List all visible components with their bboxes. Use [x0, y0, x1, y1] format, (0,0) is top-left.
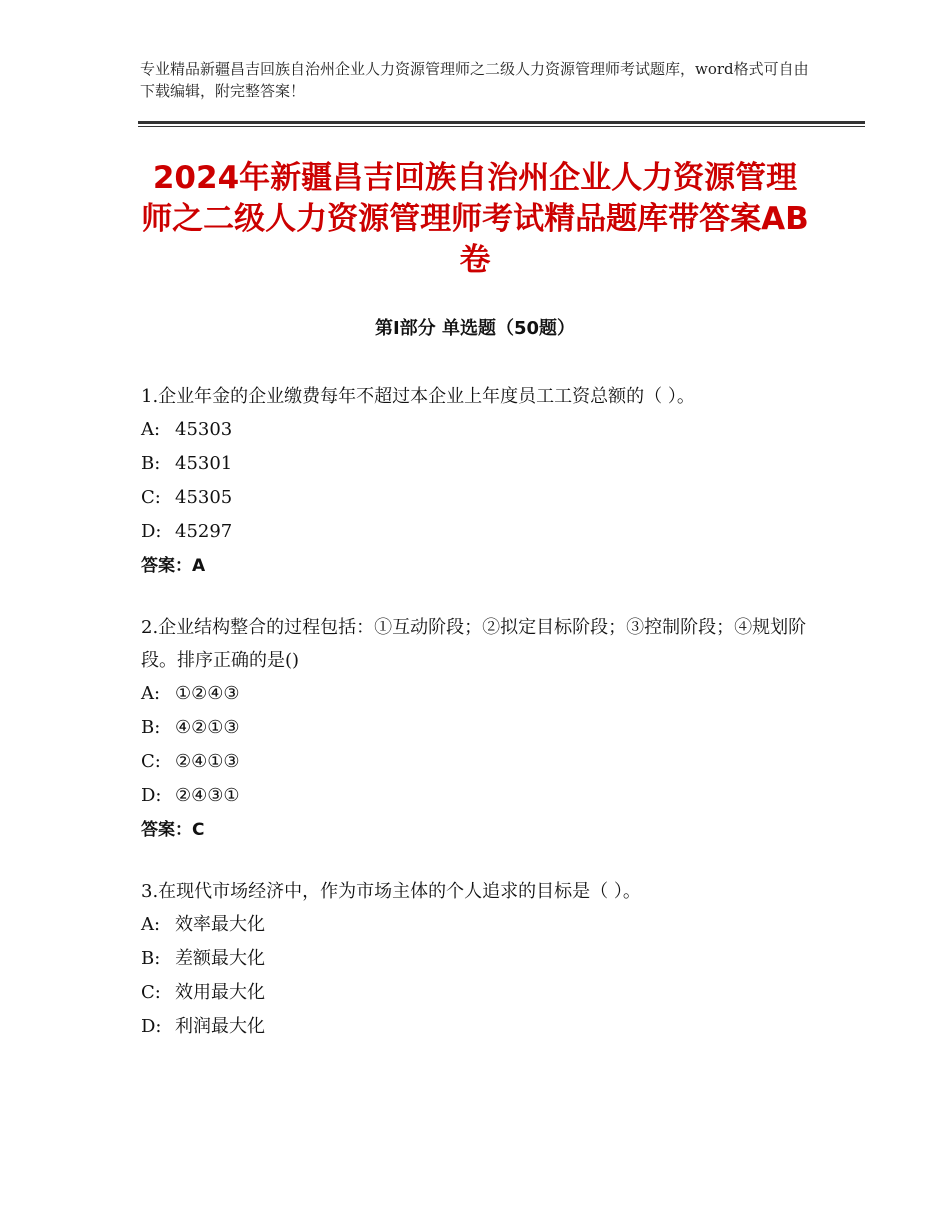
- option-a: [141, 908, 811, 942]
- option-key: A:: [141, 683, 161, 704]
- option-key: B:: [141, 717, 161, 738]
- question-3: [141, 875, 811, 1044]
- option-d: [141, 515, 811, 549]
- header-divider-thin: [138, 126, 865, 127]
- section-heading: 第Ⅰ部分 单选题（50题）: [374, 318, 575, 339]
- option-text: 效用最大化: [175, 982, 265, 1003]
- option-key: B:: [141, 453, 161, 474]
- option-a: [141, 677, 811, 711]
- question-stem: 2.企业结构整合的过程包括：①互动阶段；②拟定目标阶段；③控制阶段；④规划阶段。排序正确的是(): [141, 617, 807, 671]
- option-key: D:: [141, 785, 162, 806]
- option-text: 差额最大化: [175, 948, 265, 969]
- option-c: [141, 481, 811, 515]
- option-text: ①②④③: [175, 683, 240, 704]
- document-title: 2024年新疆昌吉回族自治州企业人力资源管理师之二级人力资源管理师考试精品题库带答案AB卷: [141, 160, 809, 278]
- option-key: D:: [141, 521, 162, 542]
- option-key: D:: [141, 1016, 162, 1037]
- question-stem: 1.企业年金的企业缴费每年不超过本企业上年度员工工资总额的（ ）。: [141, 386, 695, 407]
- option-text: ②④③①: [175, 785, 240, 806]
- option-text: 利润最大化: [175, 1016, 265, 1037]
- option-key: A:: [141, 419, 161, 440]
- option-text: 效率最大化: [175, 914, 265, 935]
- option-c: [141, 745, 811, 779]
- option-key: B:: [141, 948, 161, 969]
- option-b: [141, 447, 811, 481]
- option-b: [141, 942, 811, 976]
- option-text: 45297: [175, 521, 233, 542]
- option-key: A:: [141, 914, 161, 935]
- option-key: C:: [141, 751, 161, 772]
- answer-line: 答案：A: [141, 556, 206, 576]
- question-list: [141, 380, 811, 1072]
- answer-line: 答案：C: [141, 820, 205, 840]
- header-divider-thick: [138, 121, 865, 124]
- header-note: 专业精品新疆昌吉回族自治州企业人力资源管理师之二级人力资源管理师考试题库，word格式可自由下载编辑，附完整答案！: [140, 60, 809, 100]
- option-d: [141, 779, 811, 813]
- option-b: [141, 711, 811, 745]
- option-text: ②④①③: [175, 751, 240, 772]
- option-a: [141, 413, 811, 447]
- option-c: [141, 976, 811, 1010]
- question-2: [141, 611, 811, 847]
- option-text: 45303: [175, 419, 233, 440]
- option-text: ④②①③: [175, 717, 240, 738]
- option-text: 45301: [175, 453, 233, 474]
- option-key: C:: [141, 982, 161, 1003]
- question-stem: 3.在现代市场经济中，作为市场主体的个人追求的目标是（ ）。: [141, 881, 641, 902]
- question-1: [141, 380, 811, 583]
- option-text: 45305: [175, 487, 233, 508]
- option-key: C:: [141, 487, 161, 508]
- option-d: [141, 1010, 811, 1044]
